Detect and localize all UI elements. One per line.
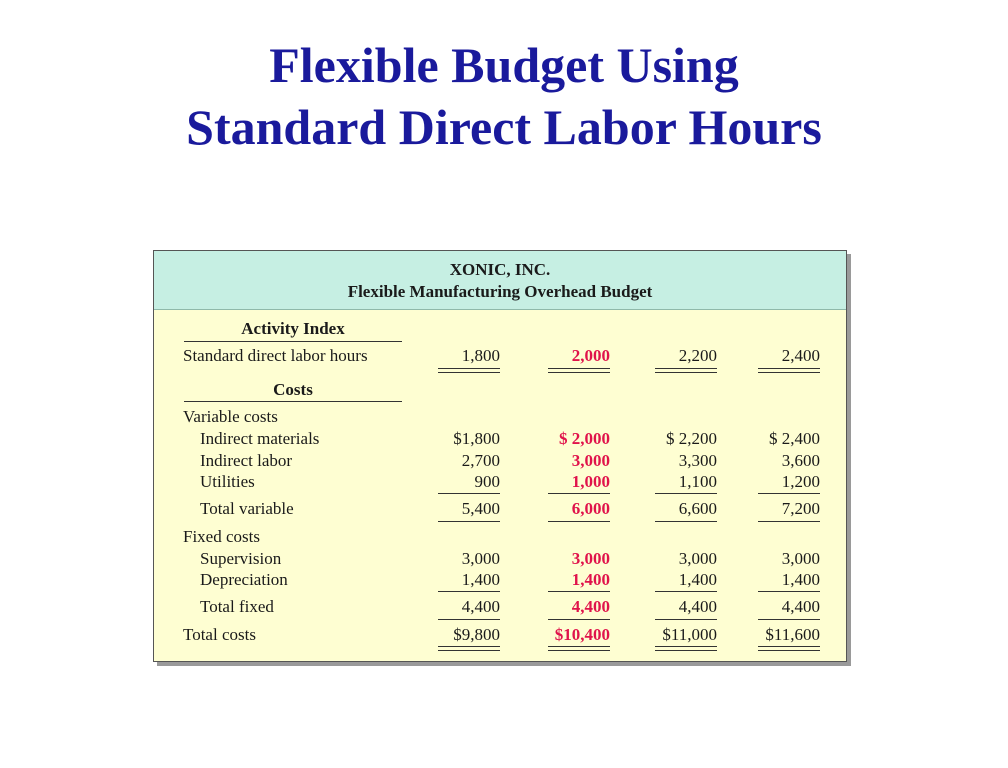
single-underline: [548, 591, 610, 592]
double-underline: [548, 646, 610, 647]
double-underline: [758, 372, 820, 373]
single-underline: [655, 591, 717, 592]
supervision-value: 3,000: [678, 549, 717, 568]
fixed-row-label: Supervision: [200, 549, 282, 568]
total-costs-value: $10,400: [554, 625, 610, 644]
variable-row-label: Indirect labor: [200, 451, 293, 470]
single-underline: [758, 493, 820, 494]
single-underline: [655, 521, 717, 522]
double-underline: [655, 646, 717, 647]
total-variable-value: 5,400: [461, 499, 500, 518]
company-name: XONIC, INC.: [449, 260, 551, 279]
total-variable-label: Total variable: [200, 499, 294, 518]
costs-header-rule: [184, 401, 402, 402]
single-underline: [438, 619, 500, 620]
flexible-budget-table: [153, 250, 847, 662]
double-underline: [548, 368, 610, 369]
single-underline: [548, 493, 610, 494]
total-costs-label: Total costs: [183, 625, 256, 644]
single-underline: [438, 493, 500, 494]
total-variable-value: 6,000: [571, 499, 610, 518]
single-underline: [655, 619, 717, 620]
supervision-value: 3,000: [781, 549, 820, 568]
activity-header-rule: [184, 341, 402, 342]
activity-index-header: Activity Index: [241, 319, 345, 338]
utilities-value: 1,100: [678, 472, 717, 491]
slide-title: [0, 34, 1008, 158]
single-underline: [758, 591, 820, 592]
double-underline: [758, 646, 820, 647]
single-underline: [758, 521, 820, 522]
indirect-materials-value: $ 2,400: [769, 429, 820, 448]
single-underline: [548, 619, 610, 620]
single-underline: [438, 591, 500, 592]
total-costs-value: $9,800: [453, 625, 500, 644]
indirect-materials-value: $ 2,000: [559, 429, 610, 448]
double-underline: [548, 650, 610, 651]
total-variable-value: 6,600: [678, 499, 717, 518]
depreciation-value: 1,400: [678, 570, 717, 589]
variable-row-label: Utilities: [200, 472, 255, 491]
indirect-labor-value: 3,000: [571, 451, 610, 470]
total-fixed-value: 4,400: [678, 597, 717, 616]
double-underline: [655, 372, 717, 373]
activity-value: 2,400: [781, 346, 820, 365]
utilities-value: 1,200: [781, 472, 820, 491]
activity-row-label: Standard direct labor hours: [183, 346, 368, 365]
budget-subtitle: Flexible Manufacturing Overhead Budget: [347, 282, 653, 301]
costs-header: Costs: [273, 380, 313, 399]
total-fixed-value: 4,400: [781, 597, 820, 616]
fixed-costs-header: Fixed costs: [183, 527, 260, 546]
double-underline: [438, 372, 500, 373]
double-underline: [438, 368, 500, 369]
variable-costs-header: Variable costs: [183, 407, 278, 426]
single-underline: [548, 521, 610, 522]
total-costs-value: $11,600: [765, 625, 820, 644]
indirect-materials-value: $1,800: [453, 429, 500, 448]
total-costs-value: $11,000: [662, 625, 717, 644]
activity-value: 2,000: [571, 346, 610, 365]
double-underline: [438, 646, 500, 647]
single-underline: [758, 619, 820, 620]
table-header-band: [154, 251, 846, 310]
indirect-materials-value: $ 2,200: [666, 429, 717, 448]
variable-row-label: Indirect materials: [200, 429, 320, 448]
activity-value: 2,200: [678, 346, 717, 365]
total-fixed-value: 4,400: [461, 597, 500, 616]
fixed-row-label: Depreciation: [200, 570, 288, 589]
double-underline: [548, 372, 610, 373]
slide-title-line-2: Standard Direct Labor Hours: [186, 99, 822, 155]
double-underline: [758, 368, 820, 369]
single-underline: [655, 493, 717, 494]
supervision-value: 3,000: [461, 549, 500, 568]
utilities-value: 1,000: [571, 472, 610, 491]
activity-value: 1,800: [461, 346, 500, 365]
utilities-value: 900: [474, 472, 500, 491]
indirect-labor-value: 3,300: [678, 451, 717, 470]
slide-title-line-1: Flexible Budget Using: [269, 37, 739, 93]
double-underline: [655, 368, 717, 369]
indirect-labor-value: 3,600: [781, 451, 820, 470]
double-underline: [655, 650, 717, 651]
double-underline: [758, 650, 820, 651]
depreciation-value: 1,400: [461, 570, 500, 589]
total-variable-value: 7,200: [781, 499, 820, 518]
indirect-labor-value: 2,700: [461, 451, 500, 470]
single-underline: [438, 521, 500, 522]
depreciation-value: 1,400: [571, 570, 610, 589]
total-fixed-label: Total fixed: [200, 597, 274, 616]
depreciation-value: 1,400: [781, 570, 820, 589]
double-underline: [438, 650, 500, 651]
supervision-value: 3,000: [571, 549, 610, 568]
total-fixed-value: 4,400: [571, 597, 610, 616]
